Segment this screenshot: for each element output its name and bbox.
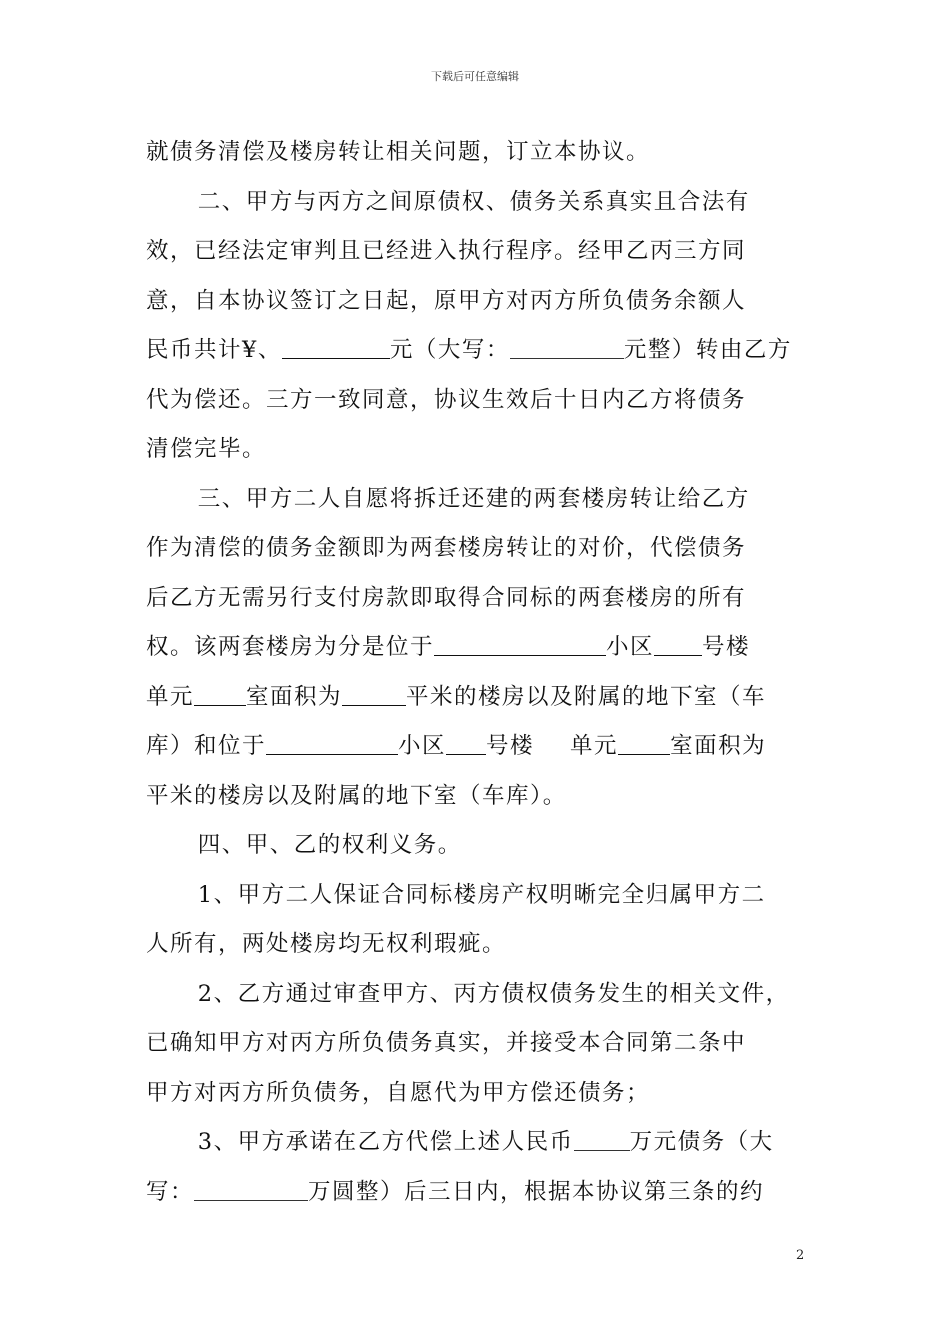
text-segment: 室面积为 — [246, 683, 343, 710]
text-segment: 单元 — [570, 733, 619, 759]
text-segment: 平米的楼房以及附属的地下室（车 — [406, 683, 767, 710]
text-line — [146, 722, 806, 772]
text-segment: 民币共计¥ — [146, 337, 258, 363]
text-segment: 写： — [146, 1178, 195, 1205]
blank-unit-2 — [618, 732, 670, 756]
document-body — [146, 128, 806, 1217]
blank-area-1 — [342, 682, 406, 706]
text-line: 就债务清偿及楼房转让相关问题，订立本协议。 — [146, 139, 651, 165]
text-segment: 权。该两套楼房为分是位于 — [146, 634, 435, 660]
text-segment: 元整）转由乙方 — [623, 337, 792, 363]
page-number: 2 — [796, 1248, 805, 1263]
blank-amount-wan — [574, 1128, 630, 1152]
blank-amount-words — [510, 336, 624, 360]
text-line: 四、甲、乙的权利义务。 — [197, 832, 462, 858]
text-line: 1、甲方二人保证合同标楼房产权明晰完全归属甲方二 — [197, 881, 766, 908]
text-line: 清偿完毕。 — [146, 436, 267, 462]
text-line: 效，已经法定审判且已经进入执行程序。经甲乙丙三方同 — [146, 238, 747, 264]
page-header: 下载后可任意编辑 — [431, 70, 519, 83]
text-segment: 小区 — [398, 733, 447, 759]
paragraph-clause-3 — [146, 475, 806, 822]
text-segment: 小区 — [606, 634, 655, 660]
blank-building-2 — [446, 732, 486, 756]
text-line: 平米的楼房以及附属的地下室（车库）。 — [146, 782, 567, 809]
text-line: 作为清偿的债务金额即为两套楼房转让的对价，代偿债务 — [146, 535, 747, 561]
text-segment: 室面积为 — [670, 733, 767, 759]
blank-building-1 — [654, 633, 702, 657]
paragraph-clause-4-3 — [146, 1118, 806, 1217]
text-segment: 库）和位于 — [146, 733, 267, 759]
paragraph-intro-tail — [146, 128, 806, 178]
paragraph-clause-2 — [146, 178, 806, 475]
text-line: 甲方对丙方所负债务，自愿代为甲方偿还债务； — [146, 1079, 651, 1106]
text-line: 已确知甲方对丙方所负债务真实，并接受本合同第二条中 — [146, 1030, 747, 1056]
paragraph-clause-4-heading — [146, 821, 806, 871]
text-line: 2、乙方通过审查甲方、丙方债权债务发生的相关文件， — [197, 980, 790, 1007]
text-line — [146, 1168, 806, 1218]
text-segment: 3、甲方承诺在乙方代偿上述人民币 — [197, 1129, 574, 1155]
text-segment: 单元 — [146, 683, 195, 710]
text-line: 人所有，两处楼房均无权利瑕疵。 — [146, 931, 507, 957]
text-segment: 号楼 — [486, 733, 535, 759]
paragraph-clause-4-1 — [146, 871, 806, 970]
blank-community-1 — [434, 633, 606, 657]
text-line: 后乙方无需另行支付房款即取得合同标的两套楼房的所有 — [146, 584, 747, 611]
text-line — [146, 326, 806, 376]
text-segment: 万元债务（大 — [629, 1129, 774, 1155]
text-line: 意，自本协议签订之日起，原甲方对丙方所负债务余额人 — [146, 287, 747, 314]
text-line — [146, 623, 806, 673]
text-segment: 号楼 — [702, 634, 751, 660]
blank-amount-figures: 、 — [258, 337, 390, 363]
text-line: 二、甲方与丙方之间原债权、债务关系真实且合法有 — [197, 188, 750, 215]
text-segment: 万圆整）后三日内，根据本协议第三条的约 — [308, 1178, 765, 1205]
paragraph-clause-4-2 — [146, 970, 806, 1119]
text-line: 三、甲方二人自愿将拆迁还建的两套楼房转让给乙方 — [197, 485, 750, 512]
text-line — [146, 673, 806, 723]
text-line — [146, 1118, 806, 1168]
blank-amount-wan-words — [194, 1177, 308, 1201]
blank-community-2 — [266, 732, 398, 756]
blank-unit-1 — [194, 682, 246, 706]
text-line: 代为偿还。三方一致同意，协议生效后十日内乙方将债务 — [146, 386, 747, 413]
text-segment: 元（大写： — [389, 337, 510, 363]
